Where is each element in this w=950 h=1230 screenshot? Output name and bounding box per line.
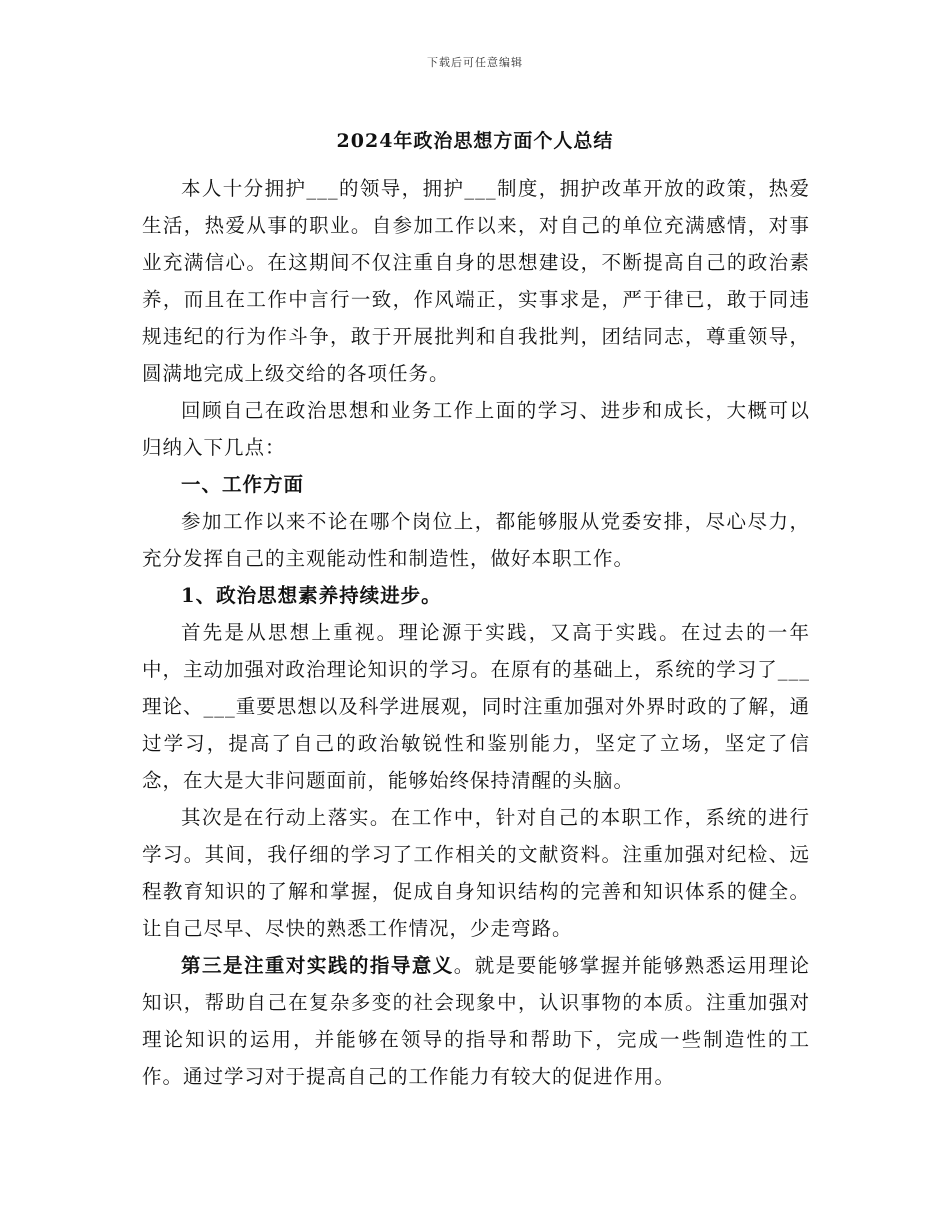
paragraph-first-point: 首先是从思想上重视。理论源于实践，又高于实践。在过去的一年中，主动加强对政治理论知识的学习。在原有的基础上，系统的学习了___理论、___重要思想以及科学进展观，同时注重加强对外界时政的了解，通过学习，提高了自己的政治敏锐性和鉴别能力，坚定了立场，坚定了信念，在大是大非问题面前，能够始终保持清醒的头脑。 <box>142 621 810 792</box>
document-body <box>142 170 810 1095</box>
third-point-text: 。就是要能够掌握并能够熟悉运用理论知识，帮助自己在复杂多变的社会现象中，认识事物的本质。注重加强对理论知识的运用，并能够在领导的指导和帮助下，完成一些制造性的工作。通过学习对于提高自己的工作能力有较大的促进作用。 <box>142 954 810 1088</box>
page-header-note: 下载后可任意编辑 <box>427 56 523 69</box>
document-title: 2024年政治思想方面个人总结 <box>336 130 614 152</box>
paragraph-intro: 本人十分拥护___的领导，拥护___制度，拥护改革开放的政策，热爱生活，热爱从事的职业。自参加工作以来，对自己的单位充满感情，对事业充满信心。在这期间不仅注重自身的思想建设，不断提高自己的政治素养，而且在工作中言行一致，作风端正，实事求是，严于律已，敢于同违规违纪的行为作斗争，敢于开展批判和自我批判，团结同志，尊重领导，圆满地完成上级交给的各项任务。 <box>142 177 810 385</box>
section-heading-work: 一、工作方面 <box>181 473 305 496</box>
third-point-lead: 第三是注重对实践的指导意义 <box>181 954 454 977</box>
paragraph-work: 参加工作以来不论在哪个岗位上，都能够服从党委安排，尽心尽力，充分发挥自己的主观能动性和制造性，做好本职工作。 <box>142 510 810 570</box>
paragraph-second-point: 其次是在行动上落实。在工作中，针对自己的本职工作，系统的进行学习。其间，我仔细的学习了工作相关的文献资料。注重加强对纪检、远程教育知识的了解和掌握，促成自身知识结构的完善和知识体系的健全。让自己尽早、尽快的熟悉工作情况，少走弯路。 <box>142 806 810 940</box>
paragraph-third-point <box>142 947 810 1095</box>
paragraph-review: 回顾自己在政治思想和业务工作上面的学习、进步和成长，大概可以归纳入下几点： <box>142 399 810 459</box>
subsection-heading-political: 1、政治思想素养持续进步。 <box>181 584 442 607</box>
